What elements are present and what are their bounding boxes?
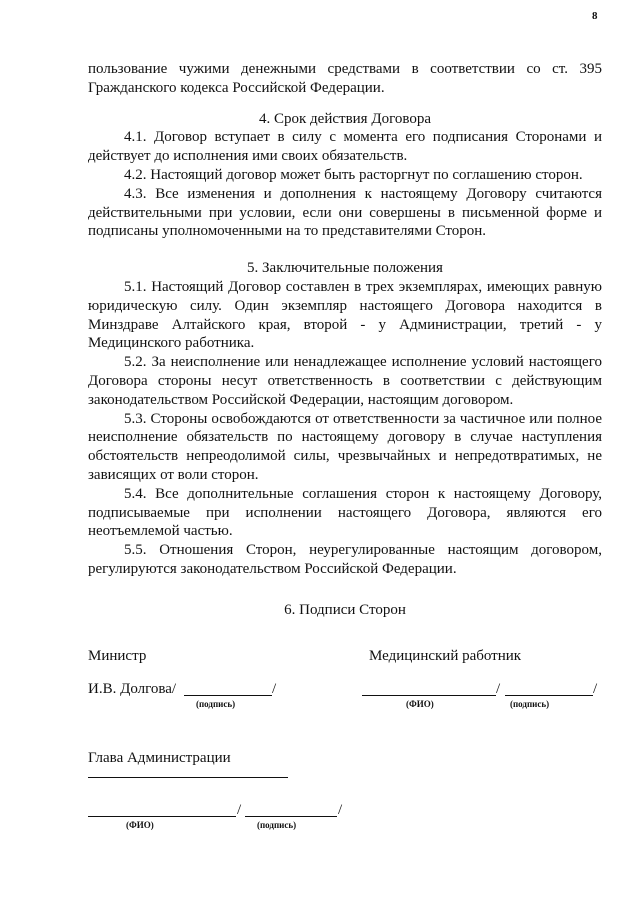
admin-label: Глава Администрации [88,750,231,766]
medical-worker-label: Медицинский работник [369,648,522,664]
admin-fio-line [88,816,236,817]
clause-5-4: 5.4. Все дополнительные соглашения сторон к настоящему Договору, подписываемые при исполнении настоящего Договора, являются его неотъемлемой частью. [88,485,602,540]
section-4-title: 4. Срок действия Договора [259,110,431,127]
clause-4-1: 4.1. Договор вступает в силу с момента его подписания Сторонами и действует до исполнения ими своих обязательств. [88,129,602,165]
clause-4-3: 4.3. Все изменения и дополнения к настоящему Договору считаются действительными при условии, если они совершены в письменной форме и подписаны уполномоченными на то представителями Сторон. [88,185,602,240]
medical-fio-line [362,695,496,696]
document-body [88,60,602,620]
admin-fio-caption: (ФИО) [126,820,154,830]
admin-signature-line [245,816,337,817]
minister-name: И.В. Долгова/ [88,681,177,697]
slash: / [593,681,598,697]
intro-paragraph: пользование чужими денежными средствами в соответствии со ст. 395 Гражданского кодекса Российской Федерации. [88,61,602,96]
page-number: 8 [592,10,598,22]
clause-5-5: 5.5. Отношения Сторон, неурегулированные настоящим договором, регулируются законодательством Российской Федерации. [88,542,602,577]
section-6-title: 6. Подписи Сторон [284,601,406,618]
slash: / [272,681,277,697]
slash: / [496,681,501,697]
admin-signature-caption: (подпись) [257,820,297,830]
slash: / [338,802,343,818]
clause-4-2: 4.2. Настоящий договор может быть расторгнут по соглашению сторон. [124,166,583,183]
medical-signature-line [505,695,593,696]
minister-signature-line [184,695,272,696]
admin-name-line [88,777,288,778]
section-5-title: 5. Заключительные положения [247,260,443,277]
medical-fio-caption: (ФИО) [406,699,434,709]
slash: / [237,802,242,818]
minister-signature-caption: (подпись) [196,699,236,709]
clause-5-3: 5.3. Стороны освобождаются от ответственности за частичное или полное неисполнение обязательств по настоящему договору в случае наступления обстоятельств непреодолимой силы, чрезвычайных и непредотвратимых, не зависящих от воли сторон. [88,410,602,483]
medical-signature-caption: (подпись) [510,699,550,709]
minister-label: Министр [88,648,147,664]
clause-5-1: 5.1. Настоящий Договор составлен в трех экземплярах, имеющих равную юридическую силу. Один экземпляр настоящего Договора находится в Минздраве Алтайского края, второй - у Администрации, третий - у Медицинского работника. [88,278,602,352]
clause-5-2: 5.2. За неисполнение или ненадлежащее исполнение условий настоящего Договора стороны несут ответственность в соответствии с действующим законодательством Российской Федерации, настоящим договором. [88,354,602,408]
